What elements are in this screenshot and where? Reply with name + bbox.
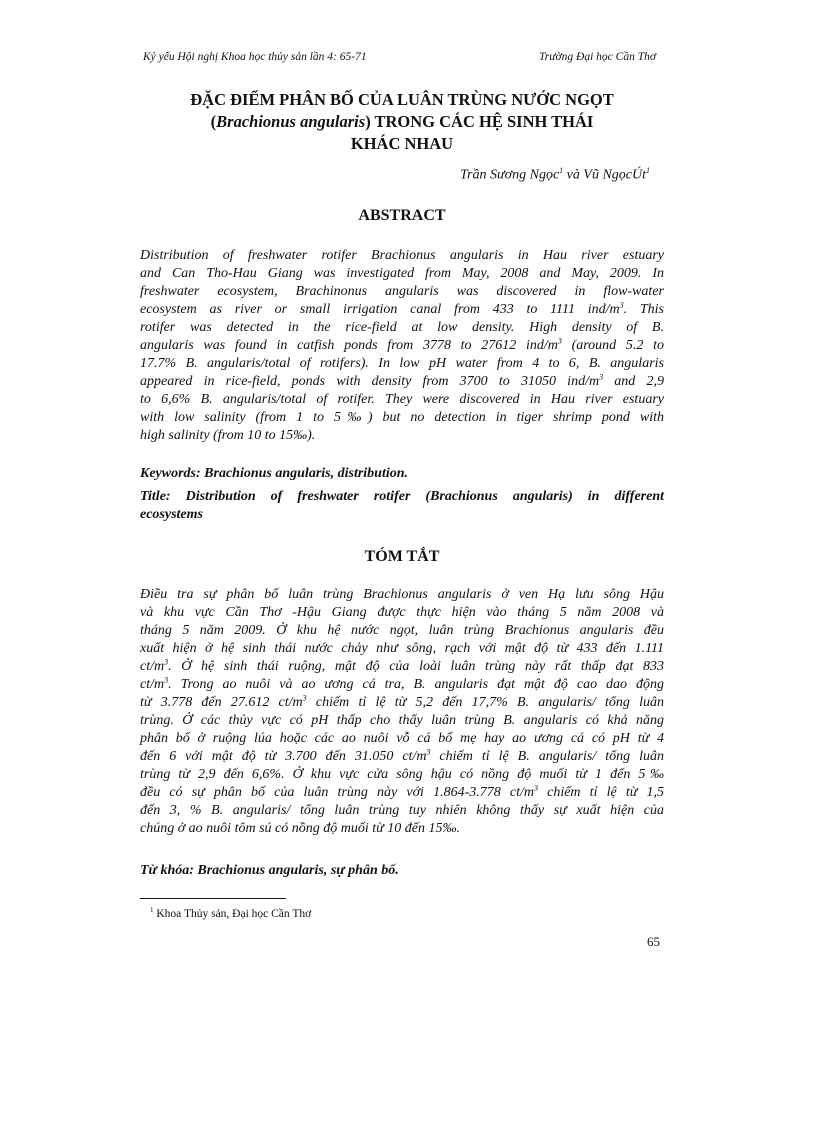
author-1-mark: 1 <box>559 166 564 175</box>
author-conjunction: và <box>563 167 584 183</box>
author-1: Trần Sương Ngọc <box>460 167 560 183</box>
abstract-line: with low salinity (from 1 to 5‰) but no detection in tiger shrimp pond with <box>140 410 664 425</box>
abstract-line-tail: (around 5.2 to <box>561 338 664 353</box>
abstract-line: Distribution of freshwater rotifer Brachionus angularis in Hau river estuary <box>140 248 664 263</box>
tomtat-line-tail: . Trong ao nuôi và ao ương cá tra, B. angularis đạt mật độ cao dao động <box>168 677 664 692</box>
tomtat-line: trùng. Ở các thủy vực có pH thấp cho thấy luân trùng B. angularis có khả năng <box>140 713 664 728</box>
tomtat-line-text: đến 6 với mật độ từ 3.700 đến 31.050 ct/m <box>140 749 427 764</box>
tomtat-body <box>140 586 664 838</box>
keywords-vi: Từ khóa: Brachionus angularis, sự phân bố. <box>140 863 399 878</box>
abstract-line: to 6,6% B. angularis/total of rotifer. They were discovered in Hau river estuary <box>140 392 664 407</box>
tomtat-line: đến 3, % B. angularis/ tổng luân trùng tuy nhiên không thấy sự xuất hiện của <box>140 803 664 818</box>
keywords-en: Keywords: Brachionus angularis, distribution. <box>140 466 409 481</box>
paper-page <box>140 0 664 1123</box>
abstract-line-text: angularis was found in catfish ponds from 3778 to 27612 ind/m <box>140 338 558 353</box>
abstract-line: and Can Tho-Hau Giang was investigated from May, 2008 and May, 2009. In <box>140 266 664 281</box>
superscript: 3 <box>619 300 624 310</box>
title-line-3: KHÁC NHAU <box>350 134 454 153</box>
tomtat-line-tail: chiếm tỉ lệ từ 5,2 đến 17,7% B. angularis/ tổng luân <box>306 695 664 710</box>
tomtat-line: phân bố ở ruộng lúa hoặc các ao nuôi vỗ cá bố mẹ hay ao ương cá có pH từ 4 <box>140 731 664 746</box>
footnote-mark: 1 <box>150 906 154 914</box>
abstract-line: freshwater ecosystem, Brachinonus angularis was discovered in flow-water <box>140 284 664 299</box>
abstract-line: high salinity (from 10 to 15‰). <box>140 428 316 443</box>
tomtat-line-tail: chiếm tỉ lệ B. angularis/ tổng luân <box>430 749 664 764</box>
abstract-line <box>140 373 664 391</box>
title-line-2 <box>140 111 664 133</box>
footnote <box>150 906 311 920</box>
tomtat-line <box>140 676 664 694</box>
tomtat-line-text: đều có sự phân bố của luân trùng này với 1.864-3.778 ct/m <box>140 785 534 800</box>
superscript: 3 <box>533 783 538 793</box>
superscript: 3 <box>164 657 169 667</box>
tomtat-line: xuất hiện ở hệ sinh thái nước chảy như sông, rạch với mật độ từ 433 đến 1.111 <box>140 641 664 656</box>
superscript: 3 <box>599 372 604 382</box>
english-title-line-2: ecosystems <box>140 507 203 522</box>
tomtat-line-tail: chiếm tỉ lệ từ 1,5 <box>537 785 664 800</box>
tomtat-line-text: từ 3.778 đến 27.612 ct/m <box>140 695 303 710</box>
abstract-heading: ABSTRACT <box>358 207 446 224</box>
tomtat-heading: TÓM TẮT <box>364 548 440 565</box>
tomtat-line <box>140 784 664 802</box>
author-2: Vũ NgọcÚt <box>583 167 646 183</box>
footnote-text: Khoa Thủy sản, Đại học Cần Thơ <box>153 907 312 920</box>
tomtat-line: Điều tra sự phân bố luân trùng Brachionus angularis ở ven Hạ lưu sông Hậu <box>140 587 664 602</box>
running-header <box>140 51 664 63</box>
superscript: 3 <box>164 675 169 685</box>
english-title-line-1: Title: Distribution of freshwater rotifer (Brachionus angularis) in different <box>140 489 664 504</box>
title-line-2-rest: ) TRONG CÁC HỆ SINH THÁI <box>365 112 594 131</box>
abstract-line <box>140 301 664 319</box>
english-title <box>140 488 664 524</box>
tomtat-line-text: ct/m <box>140 659 165 674</box>
abstract-body <box>140 247 664 445</box>
superscript: 3 <box>302 693 307 703</box>
tomtat-line: và khu vực Cần Thơ -Hậu Giang được thực hiện vào tháng 5 năm 2008 và <box>140 605 664 620</box>
tomtat-line: tháng 5 năm 2009. Ở khu hệ nước ngọt, luân trùng Brachionus angularis đều <box>140 623 664 638</box>
abstract-line: rotifer was detected in the rice-field at low density. High density of B. <box>140 320 664 335</box>
author-2-mark: 1 <box>646 166 650 175</box>
header-university: Trường Đại học Cần Thơ <box>539 51 656 63</box>
tomtat-line: chúng ở ao nuôi tôm sú có nồng độ muối từ 10 đến 15‰. <box>140 821 460 836</box>
tomtat-line <box>140 694 664 712</box>
abstract-line-tail: and 2,9 <box>603 374 664 389</box>
superscript: 3 <box>426 747 431 757</box>
footnote-rule <box>140 898 286 899</box>
title-line-1: ĐẶC ĐIỂM PHÂN BỐ CỦA LUÂN TRÙNG NƯỚC NGỌT <box>190 90 614 109</box>
title-paren-open: ( <box>210 112 217 131</box>
tomtat-line-tail: . Ở hệ sinh thái ruộng, mật độ của loài luân trùng này rất thấp đạt 833 <box>168 659 664 674</box>
paper-title <box>140 89 664 155</box>
header-proceedings: Kỷ yếu Hội nghị Khoa học thủy sản lần 4: 65-71 <box>143 51 367 63</box>
tomtat-line-text: ct/m <box>140 677 165 692</box>
title-species: Brachionus angularis <box>216 112 366 131</box>
tomtat-line <box>140 748 664 766</box>
authors <box>460 166 650 184</box>
abstract-line: 17.7% B. angularis/total of rotifers). In low pH water from 4 to 6, B. angularis <box>140 356 664 371</box>
page-number: 65 <box>647 934 660 949</box>
tomtat-line <box>140 658 664 676</box>
abstract-line-text: ecosystem as river or small irrigation canal from 433 to 1111 ind/m <box>140 302 620 317</box>
abstract-line-text: appeared in rice-field, ponds with density from 3700 to 31050 ind/m <box>140 374 600 389</box>
abstract-line-tail: . This <box>623 302 665 317</box>
superscript: 3 <box>557 336 562 346</box>
abstract-line <box>140 337 664 355</box>
tomtat-line: trùng từ 2,9 đến 6,6%. Ở khu vực cửa sông hậu có nồng độ muối từ 1 đến 5‰ <box>140 767 664 782</box>
